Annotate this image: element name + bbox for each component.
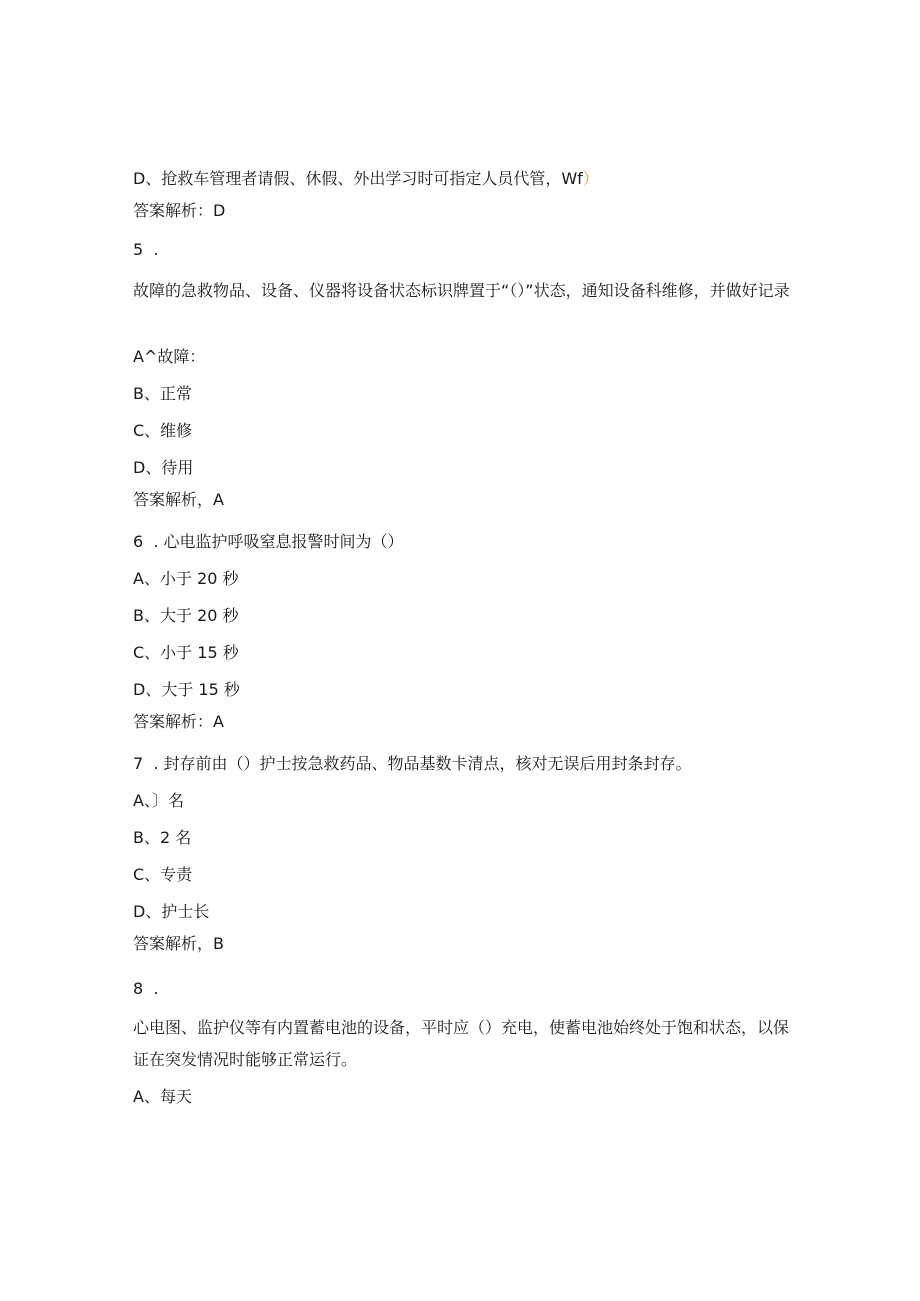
option-c-q5: C、维修 bbox=[133, 421, 193, 440]
option-d-q6: D、大于 15 秒 bbox=[133, 680, 240, 699]
option-b-q5: B、正常 bbox=[133, 384, 192, 403]
option-d-q7: D、护士长 bbox=[133, 902, 210, 921]
question-7: 7 . 封存前由（）护士按急救药品、物品基数卡清点，核对无误后用封条封存。 bbox=[133, 754, 692, 773]
option-a-q6: A、小于 20 秒 bbox=[133, 569, 239, 588]
answer-q5: 答案解析，A bbox=[133, 490, 224, 509]
question-8-text: 心电图、监护仪等有内置蓄电池的设备，平时应（）充电，使蓄电池始终处于饱和状态，以保证在突发情况时能够正常运行。 bbox=[133, 1018, 790, 1069]
question-5-number: 5 . bbox=[133, 240, 159, 259]
option-a-q5: A^故障： bbox=[133, 347, 206, 366]
option-c-q7: C、专责 bbox=[133, 865, 193, 884]
question-6: 6 . 心电监护呼吸窒息报警时间为（） bbox=[133, 532, 404, 551]
question-5-text: 故障的急救物品、设备、仪器将设备状态标识牌置于“（）”状态，通知设备科维修，并做好记录 bbox=[133, 281, 790, 300]
question-8-number: 8 . bbox=[133, 979, 159, 998]
option-b-q6: B、大于 20 秒 bbox=[133, 606, 239, 625]
answer-q6: 答案解析：A bbox=[133, 712, 224, 731]
option-c-q6: C、小于 15 秒 bbox=[133, 643, 239, 662]
option-d-q4-mark: ） bbox=[582, 169, 599, 188]
option-d-q5: D、待用 bbox=[133, 458, 194, 477]
option-b-q7: B、2 名 bbox=[133, 828, 192, 847]
option-d-q4-text: D、抢救车管理者请假、休假、外出学习时可指定人员代管，Wf bbox=[133, 169, 583, 188]
option-a-q7: A、〕名 bbox=[133, 791, 184, 810]
option-a-q8: A、每天 bbox=[133, 1087, 192, 1106]
answer-q4: 答案解析：D bbox=[133, 201, 226, 220]
option-d-q4 bbox=[133, 169, 599, 189]
answer-q7: 答案解析，B bbox=[133, 934, 224, 953]
